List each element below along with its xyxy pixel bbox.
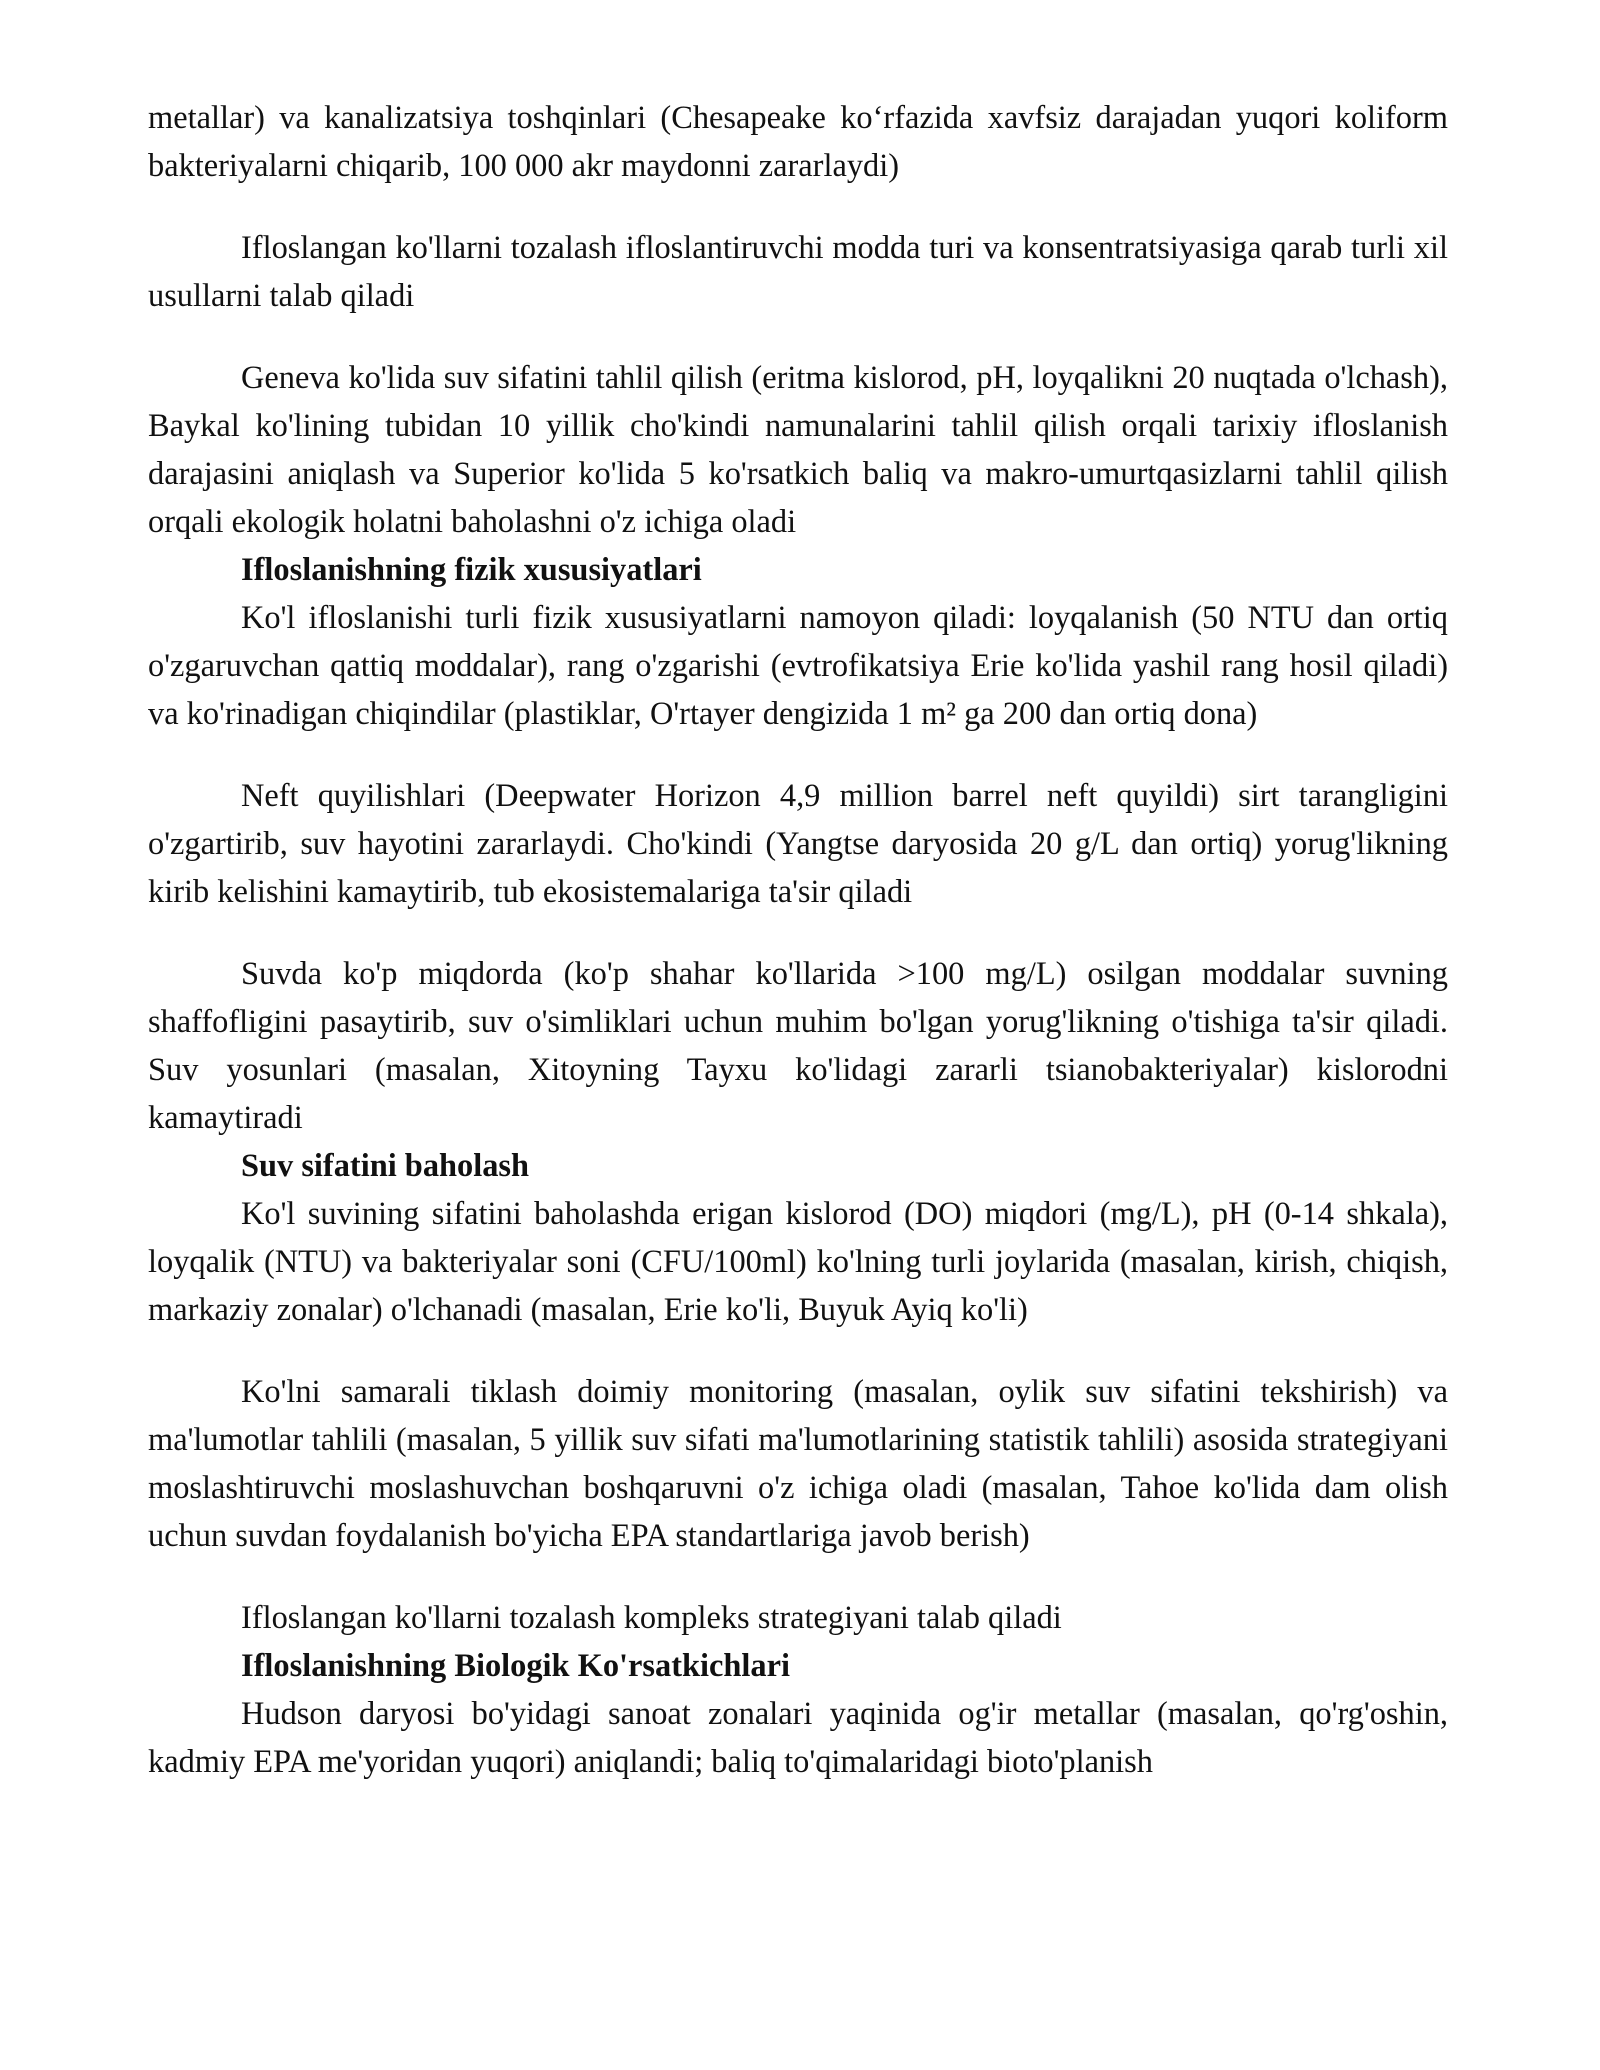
paragraph-cleanup-methods: Ifloslangan ko'llarni tozalash ifloslantiruvchi modda turi va konsentratsiyasiga qarab turli xil usullarni talab qiladi [148, 230, 1448, 314]
heading-biological-indicators: Ifloslanishning Biologik Ko'rsatkichlari [241, 1648, 790, 1684]
paragraph-adaptive-management: Ko'lni samarali tiklash doimiy monitoring (masalan, oylik suv sifatini tekshirish) va ma'lumotlar tahlili (masalan, 5 yillik suv sifati ma'lumotlarining statistik tahlili) asosida strategiyani moslashtiruvchi moslashuvchan boshqaruvni o'z ichiga oladi (masalan, Tahoe ko'lida dam olish uchun suvdan foydalanish bo'yicha EPA standartlariga javob berish) [148, 1374, 1448, 1554]
heading-water-quality-assessment: Suv sifatini baholash [241, 1148, 530, 1184]
paragraph-continuation: metallar) va kanalizatsiya toshqinlari (Chesapeake koʻrfazida xavfsiz darajadan yuqori koliform bakteriyalarni chiqarib, 100 000 akr maydonni zararlaydi) [148, 100, 1448, 184]
paragraph-suspended-solids: Suvda ko'p miqdorda (ko'p shahar ko'llarida >100 mg/L) osilgan moddalar suvning shaffofligini pasaytirib, suv o'simliklari uchun muhim bo'lgan yorug'likning o'tishiga ta'sir qiladi. Suv yosunlari (masalan, Xitoyning Tayxu ko'lidagi zararli tsianobakteriyalar) kislorodni kamaytiradi [148, 956, 1448, 1136]
paragraph-oil-spills: Neft quyilishlari (Deepwater Horizon 4,9 million barrel neft quyildi) sirt tarangligini o'zgartirib, suv hayotini zararlaydi. Cho'kindi (Yangtse daryosida 20 g/L dan ortiq) yorug'likning kirib kelishini kamaytirib, tub ekosistemalariga ta'sir qiladi [148, 778, 1448, 910]
heading-physical-properties: Ifloslanishning fizik xususiyatlari [241, 552, 702, 588]
paragraph-complex-strategy: Ifloslangan ko'llarni tozalash kompleks strategiyani talab qiladi [241, 1600, 1062, 1636]
paragraph-water-quality-measures: Ko'l suvining sifatini baholashda erigan kislorod (DO) miqdori (mg/L), pH (0-14 shkala), loyqalik (NTU) va bakteriyalar soni (CFU/100ml) ko'lning turli joylarida (masalan, kirish, chiqish, markaziy zonalar) o'lchanadi (masalan, Erie ko'li, Buyuk Ayiq ko'li) [148, 1196, 1448, 1328]
paragraph-hudson-river: Hudson daryosi bo'yidagi sanoat zonalari yaqinida og'ir metallar (masalan, qo'rg'oshin, kadmiy EPA me'yoridan yuqori) aniqlandi; baliq to'qimalaridagi bioto'planish [148, 1696, 1448, 1780]
paragraph-physical-properties: Ko'l ifloslanishi turli fizik xususiyatlarni namoyon qiladi: loyqalanish (50 NTU dan ortiq o'zgaruvchan qattiq moddalar), rang o'zgarishi (evtrofikatsiya Erie ko'lida yashil rang hosil qiladi) va ko'rinadigan chiqindilar (plastiklar, O'rtayer dengizida 1 m² ga 200 dan ortiq dona) [148, 600, 1448, 732]
paragraph-lake-analysis: Geneva ko'lida suv sifatini tahlil qilish (eritma kislorod, pH, loyqalikni 20 nuqtada o'lchash), Baykal ko'lining tubidan 10 yillik cho'kindi namunalarini tahlil qilish orqali tarixiy ifloslanish darajasini aniqlash va Superior ko'lida 5 ko'rsatkich baliq va makro-umurtqasizlarni tahlil qilish orqali ekologik holatni baholashni o'z ichiga oladi [148, 360, 1448, 540]
document-body [148, 94, 1448, 1786]
